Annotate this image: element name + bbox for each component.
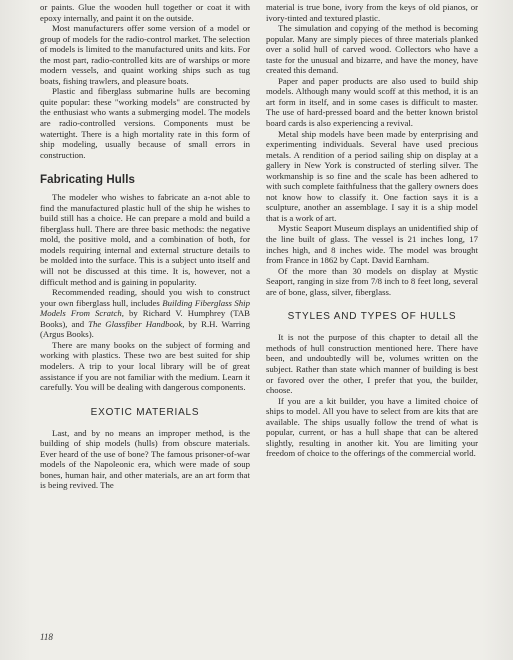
section-heading-exotic-materials: EXOTIC MATERIALS xyxy=(90,406,200,418)
paragraph: Last, and by no means an improper method, is the building of ship models (hulls) from obscure materials. Ever heard of the use of bone? The famous prisoner-of-war models of the Napoleonic era, which were made of soup bones, human hair, and other materials, are an art form that is being revived. The xyxy=(40,427,250,491)
paragraph: Plastic and fiberglass submarine hulls are becoming quite popular: these "working models" are constructed by the enthusiast who wants a submerging model. The models are radio-controlled versions. Components must be watertight. There is a high mortality rate in this form of ship modeling, usually because of small errors in construction. xyxy=(40,86,250,160)
paragraph: Paper and paper products are also used to build ship models. Although many would scoff at this method, it is an art form in itself, and in some cases is difficult to master. The use of hard-pressed board and the better known bristol board cards is also experiencing a revival. xyxy=(266,75,478,129)
book-title: Building Fiberglass Ship Models From Scratch xyxy=(40,297,250,319)
paragraph: The modeler who wishes to fabricate an a-not able to find the manufactured plastic hull of the ship he wishes to build still has a choice. He can prepare a mold and build a fiberglass hull. There are three basic methods: the negative mold, the positive mold, and a combination of both, for models requiring internal and external structure details to be molded into the surface. This is a subject unto itself and will not be discussed at this time. It is, however, not a difficult method and is gaining in popularity. xyxy=(40,192,250,287)
paragraph: It is not the purpose of this chapter to detail all the methods of hull construction mentioned here. There have been, and undoubtedly will be, volumes written on the subject. Rather than state which manner of building is best or favored over the other, I prefer that you, the builder, choose. xyxy=(266,332,478,396)
left-column xyxy=(40,2,250,491)
text-run: , by Richard V. Humphrey (TAB Books), and xyxy=(40,308,250,329)
book-title: The Glassfiber Handbook xyxy=(88,318,183,329)
page-number: 118 xyxy=(40,632,53,642)
section-heading-styles-and-types: STYLES AND TYPES OF HULLS xyxy=(287,311,457,323)
paragraph: If you are a kit builder, you have a limited choice of ships to model. All you have to select from are kits that are available. The ships usually follow the trend of what is popular, current, or has a hull shape that can be altered slightly, resulting in another kit. You are limiting your freedom of choice to the offerings of the commercial world. xyxy=(266,395,478,459)
paragraph: material is true bone, ivory from the keys of old pianos, or ivory-tinted and textured plastic. xyxy=(266,2,478,23)
paragraph: Mystic Seaport Museum displays an unidentified ship of the line built of glass. The vessel is 21 inches long, 17 inches high, and 8 inches wide. The model was brought from France in 1862 by Capt. David Earnham. xyxy=(266,223,478,266)
paragraph: There are many books on the subject of forming and working with plastics. These two are best suited for ship modelers. A trip to your local library will be of great assistance if you are not familiar with the medium. Learn it carefully. You will be dealing with dangerous components. xyxy=(40,339,250,393)
text-run: Recommended reading, should you wish to construct your own fiberglass hull, includes xyxy=(40,287,250,308)
paragraph-recommended-reading xyxy=(40,287,250,340)
paragraph: Of the more than 30 models on display at Mystic Seaport, ranging in size from 7/8 inch to 8 feet long, several are of bone, glass, silver, fiberglass. xyxy=(266,265,478,297)
paragraph: Most manufacturers offer some version of a model or group of models for the radio-control market. The selection of models is limited to the manufactured units and kits. For the most part, radio-controlled kits are of warships or more modern vessels, and quaint working ships such as tug boats, fishing trawlers, and pleasure boats. xyxy=(40,23,250,86)
text-run: , by R.H. Warring (Argus Books). xyxy=(40,318,250,340)
section-heading-fabricating-hulls: Fabricating Hulls xyxy=(40,174,135,187)
paragraph: or paints. Glue the wooden hull together or coat it with epoxy internally, and paint it on the outside. xyxy=(40,2,250,23)
paragraph: The simulation and copying of the method is becoming popular. Many are simply pieces of three materials planked over a solid hull of carved wood. Collectors who have a taste for the unusual and bizarre, and have the money, have created this demand. xyxy=(266,23,478,76)
right-column xyxy=(266,2,478,459)
paragraph: Metal ship models have been made by enterprising and experimenting individuals. Several have used precious metals. A rendition of a period sailing ship on display at a gallery in New York is constructed of sterling silver. The workmanship is so fine and the scale has been adhered to with such complete faithfulness that the gallery owners does not know how to classify it. One faction says it is a sculpture, another an assemblage. I say it is a ship model that is a work of art. xyxy=(266,128,478,223)
